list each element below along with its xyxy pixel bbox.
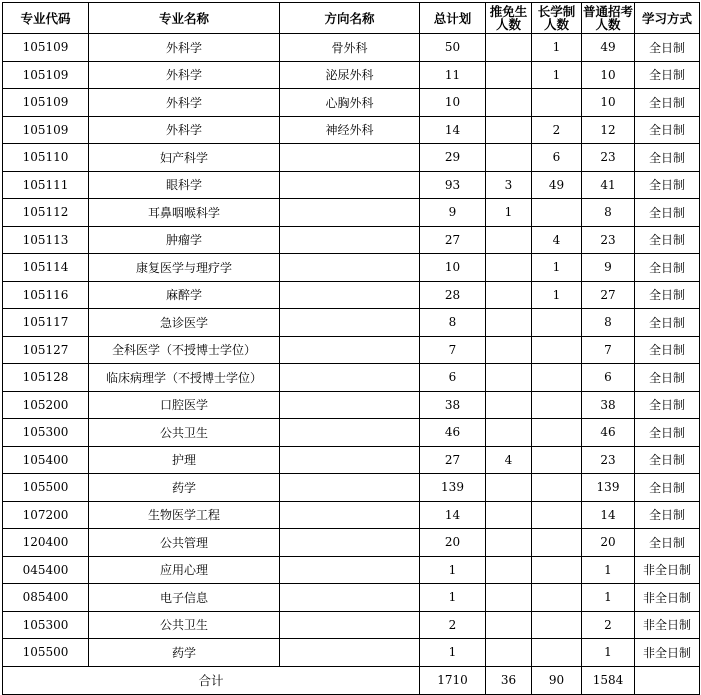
table-body — [3, 34, 700, 667]
cell-exempt: 1 — [486, 199, 532, 227]
cell-total: 9 — [420, 199, 486, 227]
cell-total: 7 — [420, 336, 486, 364]
table-row — [3, 639, 700, 667]
header-name: 专业名称 — [89, 3, 280, 34]
cell-mode: 全日制 — [635, 254, 700, 282]
cell-exempt — [486, 391, 532, 419]
header-exempt: 推免生人数 — [486, 3, 532, 34]
cell-general: 9 — [582, 254, 635, 282]
cell-name: 急诊医学 — [89, 309, 280, 337]
cell-name: 外科学 — [89, 34, 280, 62]
totals-total: 1710 — [420, 666, 486, 694]
cell-code: 105112 — [3, 199, 89, 227]
cell-code: 105109 — [3, 34, 89, 62]
cell-general: 1 — [582, 639, 635, 667]
cell-mode: 全日制 — [635, 391, 700, 419]
cell-mode: 全日制 — [635, 171, 700, 199]
cell-long — [532, 419, 582, 447]
cell-long — [532, 309, 582, 337]
cell-exempt — [486, 639, 532, 667]
cell-direction — [280, 556, 420, 584]
cell-total: 14 — [420, 116, 486, 144]
cell-code: 105113 — [3, 226, 89, 254]
cell-direction — [280, 144, 420, 172]
cell-code: 107200 — [3, 501, 89, 529]
cell-exempt — [486, 116, 532, 144]
cell-direction — [280, 501, 420, 529]
cell-exempt — [486, 226, 532, 254]
cell-code: 105111 — [3, 171, 89, 199]
cell-long: 6 — [532, 144, 582, 172]
cell-mode: 非全日制 — [635, 639, 700, 667]
cell-long: 49 — [532, 171, 582, 199]
cell-general: 20 — [582, 529, 635, 557]
cell-total: 27 — [420, 446, 486, 474]
cell-mode: 全日制 — [635, 34, 700, 62]
cell-direction — [280, 254, 420, 282]
cell-general: 1 — [582, 556, 635, 584]
cell-exempt — [486, 611, 532, 639]
table-row — [3, 584, 700, 612]
cell-name: 生物医学工程 — [89, 501, 280, 529]
cell-name: 全科医学（不授博士学位） — [89, 336, 280, 364]
cell-exempt — [486, 584, 532, 612]
table-row — [3, 144, 700, 172]
cell-name: 药学 — [89, 639, 280, 667]
cell-direction — [280, 364, 420, 392]
cell-direction — [280, 391, 420, 419]
cell-exempt — [486, 61, 532, 89]
cell-mode: 全日制 — [635, 419, 700, 447]
cell-total: 8 — [420, 309, 486, 337]
cell-general: 49 — [582, 34, 635, 62]
cell-long: 1 — [532, 34, 582, 62]
cell-exempt — [486, 474, 532, 502]
table-row — [3, 391, 700, 419]
cell-total: 27 — [420, 226, 486, 254]
cell-total: 50 — [420, 34, 486, 62]
cell-name: 公共管理 — [89, 529, 280, 557]
cell-exempt: 4 — [486, 446, 532, 474]
table-row — [3, 364, 700, 392]
cell-mode: 全日制 — [635, 446, 700, 474]
cell-total: 6 — [420, 364, 486, 392]
cell-exempt — [486, 501, 532, 529]
cell-name: 护理 — [89, 446, 280, 474]
table-row — [3, 529, 700, 557]
cell-name: 耳鼻咽喉科学 — [89, 199, 280, 227]
cell-name: 电子信息 — [89, 584, 280, 612]
cell-long — [532, 501, 582, 529]
cell-mode: 全日制 — [635, 89, 700, 117]
cell-direction: 骨外科 — [280, 34, 420, 62]
table-row — [3, 34, 700, 62]
table-row — [3, 61, 700, 89]
cell-general: 41 — [582, 171, 635, 199]
cell-long — [532, 391, 582, 419]
cell-long — [532, 199, 582, 227]
header-row — [3, 3, 700, 34]
cell-general: 14 — [582, 501, 635, 529]
cell-direction — [280, 639, 420, 667]
cell-long — [532, 364, 582, 392]
table-row — [3, 474, 700, 502]
table-row — [3, 419, 700, 447]
cell-code: 105114 — [3, 254, 89, 282]
cell-long: 2 — [532, 116, 582, 144]
cell-total: 1 — [420, 584, 486, 612]
cell-general: 46 — [582, 419, 635, 447]
cell-direction: 神经外科 — [280, 116, 420, 144]
cell-name: 外科学 — [89, 61, 280, 89]
cell-exempt — [486, 309, 532, 337]
cell-mode: 全日制 — [635, 144, 700, 172]
cell-long: 1 — [532, 281, 582, 309]
header-general: 普通招考人数 — [583, 4, 634, 32]
cell-code: 120400 — [3, 529, 89, 557]
cell-long — [532, 474, 582, 502]
cell-mode: 非全日制 — [635, 556, 700, 584]
cell-total: 14 — [420, 501, 486, 529]
cell-direction: 泌尿外科 — [280, 61, 420, 89]
cell-code: 105200 — [3, 391, 89, 419]
cell-general: 2 — [582, 611, 635, 639]
table-row — [3, 171, 700, 199]
table-row — [3, 446, 700, 474]
cell-code: 105400 — [3, 446, 89, 474]
cell-long — [532, 556, 582, 584]
totals-long: 90 — [532, 666, 582, 694]
cell-long — [532, 529, 582, 557]
cell-general: 27 — [582, 281, 635, 309]
table-row — [3, 309, 700, 337]
cell-name: 药学 — [89, 474, 280, 502]
cell-exempt — [486, 529, 532, 557]
table-row — [3, 336, 700, 364]
cell-general: 1 — [582, 584, 635, 612]
cell-general: 7 — [582, 336, 635, 364]
cell-total: 1 — [420, 556, 486, 584]
cell-code: 105110 — [3, 144, 89, 172]
totals-row — [3, 666, 700, 694]
cell-exempt — [486, 336, 532, 364]
cell-general: 10 — [582, 61, 635, 89]
cell-code: 045400 — [3, 556, 89, 584]
header-direction: 方向名称 — [280, 3, 420, 34]
cell-exempt — [486, 364, 532, 392]
table-row — [3, 556, 700, 584]
cell-mode: 全日制 — [635, 226, 700, 254]
cell-general: 23 — [582, 226, 635, 254]
cell-direction — [280, 226, 420, 254]
cell-name: 外科学 — [89, 116, 280, 144]
cell-exempt — [486, 254, 532, 282]
totals-label: 合计 — [3, 666, 420, 694]
cell-total: 2 — [420, 611, 486, 639]
cell-exempt — [486, 34, 532, 62]
table-row — [3, 226, 700, 254]
cell-total: 38 — [420, 391, 486, 419]
cell-general: 12 — [582, 116, 635, 144]
header-long: 长学制人数 — [532, 3, 582, 34]
cell-total: 1 — [420, 639, 486, 667]
totals-mode — [635, 666, 700, 694]
cell-mode: 全日制 — [635, 474, 700, 502]
cell-code: 105300 — [3, 419, 89, 447]
cell-total: 29 — [420, 144, 486, 172]
cell-name: 肿瘤学 — [89, 226, 280, 254]
cell-name: 麻醉学 — [89, 281, 280, 309]
cell-name: 外科学 — [89, 89, 280, 117]
cell-total: 10 — [420, 89, 486, 117]
cell-long — [532, 584, 582, 612]
cell-direction — [280, 199, 420, 227]
totals-general: 1584 — [582, 666, 635, 694]
cell-mode: 全日制 — [635, 309, 700, 337]
cell-exempt — [486, 556, 532, 584]
cell-code: 105128 — [3, 364, 89, 392]
cell-general: 38 — [582, 391, 635, 419]
cell-long: 1 — [532, 61, 582, 89]
cell-long — [532, 89, 582, 117]
cell-mode: 全日制 — [635, 281, 700, 309]
cell-direction — [280, 336, 420, 364]
cell-direction — [280, 529, 420, 557]
cell-name: 妇产科学 — [89, 144, 280, 172]
cell-mode: 全日制 — [635, 529, 700, 557]
table-row — [3, 501, 700, 529]
table-row — [3, 89, 700, 117]
table-row — [3, 116, 700, 144]
cell-mode: 全日制 — [635, 364, 700, 392]
cell-general: 8 — [582, 309, 635, 337]
cell-code: 105109 — [3, 61, 89, 89]
cell-mode: 非全日制 — [635, 584, 700, 612]
cell-general: 139 — [582, 474, 635, 502]
cell-direction — [280, 281, 420, 309]
table-row — [3, 199, 700, 227]
cell-total: 28 — [420, 281, 486, 309]
cell-code: 105127 — [3, 336, 89, 364]
cell-total: 93 — [420, 171, 486, 199]
cell-long — [532, 446, 582, 474]
cell-general: 10 — [582, 89, 635, 117]
cell-code: 105500 — [3, 639, 89, 667]
cell-direction: 心胸外科 — [280, 89, 420, 117]
cell-name: 康复医学与理疗学 — [89, 254, 280, 282]
cell-mode: 全日制 — [635, 501, 700, 529]
cell-direction — [280, 474, 420, 502]
cell-name: 口腔医学 — [89, 391, 280, 419]
cell-mode: 全日制 — [635, 116, 700, 144]
cell-long — [532, 639, 582, 667]
cell-long — [532, 611, 582, 639]
cell-direction — [280, 446, 420, 474]
cell-exempt — [486, 419, 532, 447]
cell-exempt — [486, 144, 532, 172]
cell-direction — [280, 611, 420, 639]
cell-long — [532, 336, 582, 364]
cell-mode: 全日制 — [635, 199, 700, 227]
cell-general: 23 — [582, 446, 635, 474]
cell-direction — [280, 171, 420, 199]
table-row — [3, 611, 700, 639]
cell-code: 085400 — [3, 584, 89, 612]
enrollment-plan-table — [2, 2, 700, 695]
cell-total: 20 — [420, 529, 486, 557]
cell-name: 应用心理 — [89, 556, 280, 584]
cell-name: 眼科学 — [89, 171, 280, 199]
cell-total: 46 — [420, 419, 486, 447]
cell-exempt: 3 — [486, 171, 532, 199]
table-row — [3, 254, 700, 282]
cell-general: 23 — [582, 144, 635, 172]
cell-direction — [280, 309, 420, 337]
cell-name: 公共卫生 — [89, 419, 280, 447]
cell-total: 10 — [420, 254, 486, 282]
cell-long: 4 — [532, 226, 582, 254]
cell-total: 11 — [420, 61, 486, 89]
cell-name: 公共卫生 — [89, 611, 280, 639]
cell-name: 临床病理学（不授博士学位） — [89, 364, 280, 392]
cell-mode: 全日制 — [635, 336, 700, 364]
cell-total: 139 — [420, 474, 486, 502]
cell-code: 105300 — [3, 611, 89, 639]
cell-code: 105500 — [3, 474, 89, 502]
cell-exempt — [486, 89, 532, 117]
header-code: 专业代码 — [3, 3, 89, 34]
header-mode: 学习方式 — [635, 3, 700, 34]
cell-general: 8 — [582, 199, 635, 227]
cell-exempt — [486, 281, 532, 309]
cell-long: 1 — [532, 254, 582, 282]
cell-direction — [280, 419, 420, 447]
totals-exempt: 36 — [486, 666, 532, 694]
cell-code: 105109 — [3, 89, 89, 117]
cell-direction — [280, 584, 420, 612]
cell-code: 105117 — [3, 309, 89, 337]
cell-mode: 全日制 — [635, 61, 700, 89]
cell-code: 105116 — [3, 281, 89, 309]
cell-code: 105109 — [3, 116, 89, 144]
header-total: 总计划 — [420, 3, 486, 34]
cell-general: 6 — [582, 364, 635, 392]
table-row — [3, 281, 700, 309]
cell-mode: 非全日制 — [635, 611, 700, 639]
